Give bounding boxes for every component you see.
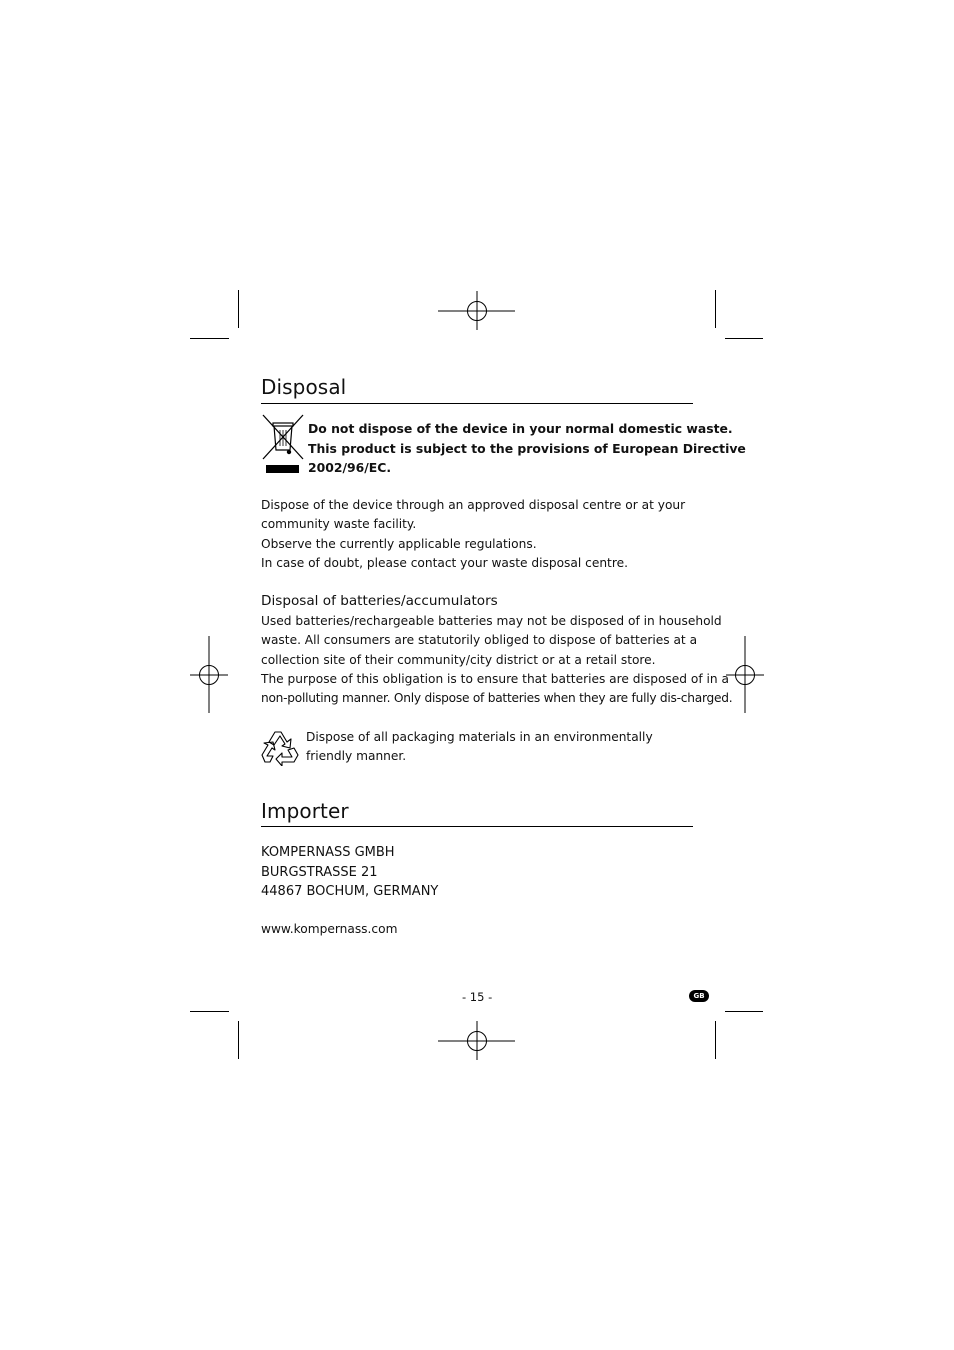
registration-target (436, 1021, 518, 1061)
address-line: BURGSTRASSE 21 (261, 864, 378, 880)
language-badge: GB (689, 990, 709, 1002)
text-line: In case of doubt, please contact your waste disposal centre. (261, 555, 628, 570)
packaging-text (306, 728, 653, 767)
disposal-paragraph (261, 496, 685, 573)
text-line: Used batteries/rechargeable batteries may not be disposed of in household (261, 614, 722, 628)
section-heading-disposal: Disposal (261, 375, 347, 399)
heading-rule (261, 403, 693, 404)
batteries-paragraph (261, 612, 732, 708)
crossed-out-wheelie-bin-icon (261, 413, 305, 475)
section-heading-importer: Importer (261, 799, 349, 823)
text-line: non-polluting manner. Only dispose of batteries when they are fully dis-charged. (261, 691, 733, 706)
crop-mark (725, 338, 763, 339)
subheading-batteries: Disposal of batteries/accumulators (261, 593, 498, 609)
address-line: KOMPERNASS GMBH (261, 845, 395, 860)
notice-line: Do not dispose of the device in your normal domestic waste. (308, 421, 733, 436)
text-line: Observe the currently applicable regulations. (261, 536, 537, 551)
importer-address (261, 843, 438, 902)
text-line: friendly manner. (306, 749, 407, 764)
crop-mark (715, 290, 716, 328)
website-link[interactable]: www.kompernass.com (261, 922, 398, 936)
notice-line: This product is subject to the provisions of European Directive (308, 440, 746, 456)
heading-rule (261, 826, 693, 827)
text-line: The purpose of this obligation is to ensure that batteries are disposed of in a (261, 671, 729, 686)
text-line: collection site of their community/city district or at a retail store. (261, 652, 656, 667)
page-number: - 15 - (462, 990, 493, 1004)
registration-target (189, 635, 229, 715)
crop-mark (238, 1021, 239, 1059)
text-line: Dispose of all packaging materials in an environmentally (306, 730, 653, 744)
notice-line: 2002/96/EC. (308, 460, 392, 475)
address-line: 44867 BOCHUM, GERMANY (261, 884, 439, 899)
text-line: waste. All consumers are statutorily obliged to dispose of batteries at a (261, 633, 698, 648)
notice-text (308, 419, 746, 478)
crop-mark (238, 290, 239, 328)
registration-target (436, 291, 518, 331)
crop-mark (725, 1011, 763, 1012)
text-line: Dispose of the device through an approved disposal centre or at your (261, 498, 686, 512)
crop-mark (190, 1011, 229, 1012)
crop-mark (190, 338, 229, 339)
crop-mark (715, 1021, 716, 1059)
recycling-icon (261, 728, 301, 766)
text-line: community waste facility. (261, 517, 417, 532)
